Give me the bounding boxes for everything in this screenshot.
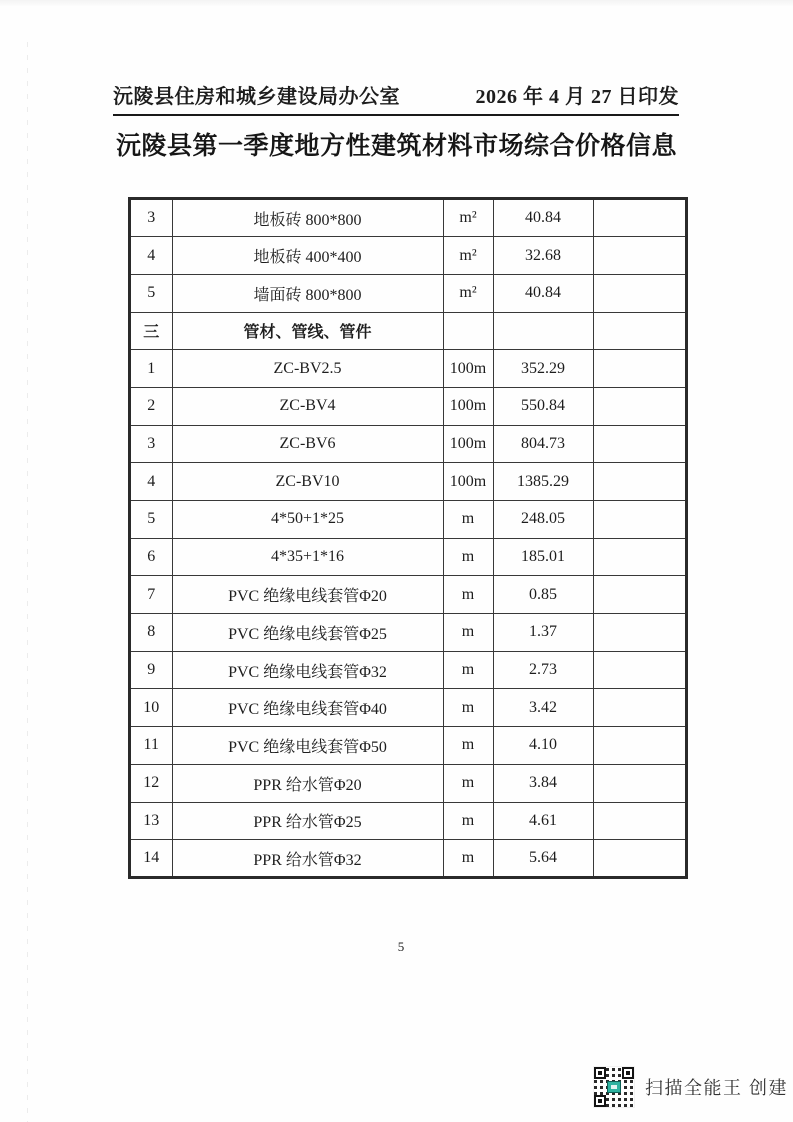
cell-no: 5: [130, 501, 172, 539]
watermark-text: 扫描全能王 创建: [645, 1077, 789, 1098]
cell-price: 40.84: [493, 199, 593, 237]
table-row: [130, 387, 686, 425]
cell-name: 4*35+1*16: [172, 538, 443, 576]
cell-no: 8: [130, 614, 172, 652]
cell-no: 6: [130, 538, 172, 576]
cell-price: 32.68: [493, 237, 593, 275]
cell-unit: m: [443, 651, 493, 689]
cell-unit: m: [443, 764, 493, 802]
cell-price: 1385.29: [493, 463, 593, 501]
cell-price: [493, 312, 593, 350]
document-header: [113, 80, 679, 116]
cell-note: [593, 614, 686, 652]
cell-no: 4: [130, 237, 172, 275]
table-row: [130, 651, 686, 689]
cell-name: PVC 绝缘电线套管Φ50: [172, 727, 443, 765]
cell-note: [593, 501, 686, 539]
cell-note: [593, 840, 686, 878]
cell-unit: m: [443, 689, 493, 727]
cell-note: [593, 387, 686, 425]
cell-note: [593, 727, 686, 765]
cell-price: 5.64: [493, 840, 593, 878]
cell-unit: m²: [443, 237, 493, 275]
cell-price: 248.05: [493, 501, 593, 539]
table-row: [130, 312, 686, 350]
cell-price: 0.85: [493, 576, 593, 614]
cell-name: 4*50+1*25: [172, 501, 443, 539]
cell-no: 3: [130, 199, 172, 237]
cell-price: 804.73: [493, 425, 593, 463]
cell-unit: 100m: [443, 387, 493, 425]
cell-note: [593, 274, 686, 312]
cell-note: [593, 199, 686, 237]
table-row: [130, 501, 686, 539]
table-row: [130, 802, 686, 840]
cell-name: ZC-BV2.5: [172, 350, 443, 388]
cell-price: 550.84: [493, 387, 593, 425]
cell-name: PVC 绝缘电线套管Φ40: [172, 689, 443, 727]
cell-note: [593, 651, 686, 689]
cell-no: 13: [130, 802, 172, 840]
cell-price: 352.29: [493, 350, 593, 388]
cell-no: 5: [130, 274, 172, 312]
cell-note: [593, 425, 686, 463]
cell-note: [593, 576, 686, 614]
cell-unit: m: [443, 802, 493, 840]
cell-note: [593, 689, 686, 727]
cell-no: 9: [130, 651, 172, 689]
cell-name: PPR 给水管Φ25: [172, 802, 443, 840]
cell-unit: m: [443, 614, 493, 652]
cell-no: 11: [130, 727, 172, 765]
cell-price: 2.73: [493, 651, 593, 689]
table-row: [130, 199, 686, 237]
price-table: [129, 198, 687, 878]
cell-name: ZC-BV10: [172, 463, 443, 501]
cell-no: 7: [130, 576, 172, 614]
cell-name: ZC-BV4: [172, 387, 443, 425]
cell-unit: [443, 312, 493, 350]
cell-name: PVC 绝缘电线套管Φ25: [172, 614, 443, 652]
cell-no: 2: [130, 387, 172, 425]
camscanner-watermark: [594, 1066, 788, 1107]
table-row: [130, 614, 686, 652]
cell-name: 管材、管线、管件: [172, 312, 443, 350]
table-row: [130, 840, 686, 878]
cell-name: ZC-BV6: [172, 425, 443, 463]
cell-unit: 100m: [443, 463, 493, 501]
cell-no: 10: [130, 689, 172, 727]
cell-name: 地板砖 400*400: [172, 237, 443, 275]
cell-unit: m: [443, 576, 493, 614]
cell-name: 地板砖 800*800: [172, 199, 443, 237]
cell-note: [593, 764, 686, 802]
table-row: [130, 576, 686, 614]
cell-unit: m²: [443, 199, 493, 237]
cell-unit: 100m: [443, 350, 493, 388]
table-row: [130, 689, 686, 727]
table-row: [130, 463, 686, 501]
cell-name: PVC 绝缘电线套管Φ20: [172, 576, 443, 614]
cell-note: [593, 312, 686, 350]
scan-edge-shadow: [0, 0, 793, 7]
cell-unit: m: [443, 538, 493, 576]
cell-price: 40.84: [493, 274, 593, 312]
table-row: [130, 274, 686, 312]
cell-price: 4.10: [493, 727, 593, 765]
table-row: [130, 538, 686, 576]
cell-price: 4.61: [493, 802, 593, 840]
cell-price: 1.37: [493, 614, 593, 652]
cell-price: 185.01: [493, 538, 593, 576]
scan-edge-artifact: [27, 42, 28, 1122]
cell-price: 3.42: [493, 689, 593, 727]
cell-unit: m²: [443, 274, 493, 312]
table-row: [130, 727, 686, 765]
cell-no: 14: [130, 840, 172, 878]
table-row: [130, 425, 686, 463]
cell-unit: 100m: [443, 425, 493, 463]
cell-price: 3.84: [493, 764, 593, 802]
cell-name: PPR 给水管Φ20: [172, 764, 443, 802]
cell-note: [593, 237, 686, 275]
cell-no: 3: [130, 425, 172, 463]
cell-no: 1: [130, 350, 172, 388]
cell-unit: m: [443, 727, 493, 765]
issuing-office: 沅陵县住房和城乡建设局办公室: [113, 86, 400, 108]
issue-date: 2026 年 4 月 27 日印发: [475, 86, 679, 108]
cell-note: [593, 350, 686, 388]
cell-unit: m: [443, 501, 493, 539]
cell-name: PVC 绝缘电线套管Φ32: [172, 651, 443, 689]
cell-note: [593, 463, 686, 501]
page-number: 5: [397, 939, 405, 954]
qr-code-icon: [594, 1067, 634, 1107]
cell-note: [593, 538, 686, 576]
cell-no: 12: [130, 764, 172, 802]
table-row: [130, 764, 686, 802]
cell-no: 三: [130, 312, 172, 350]
document-title: 沅陵县第一季度地方性建筑材料市场综合价格信息: [115, 132, 677, 160]
cell-no: 4: [130, 463, 172, 501]
table-row: [130, 237, 686, 275]
cell-name: PPR 给水管Φ32: [172, 840, 443, 878]
cell-unit: m: [443, 840, 493, 878]
cell-name: 墙面砖 800*800: [172, 274, 443, 312]
cell-note: [593, 802, 686, 840]
table-row: [130, 350, 686, 388]
